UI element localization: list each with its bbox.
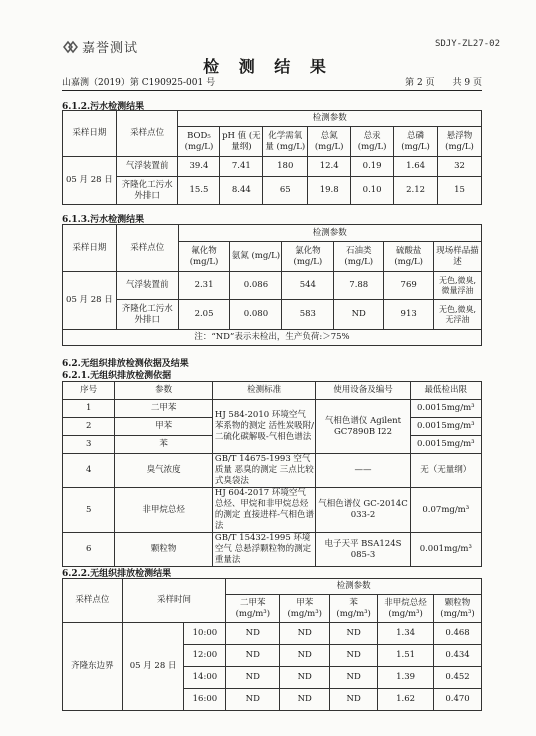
table-note: 注：“ND”表示未检出，生产负荷:＞75% [63,330,482,346]
row-number: 3 [63,436,115,454]
cell-value: ND [226,623,280,645]
cell-value: 0.19 [351,157,394,177]
detection-limit: 0.0015mg/m³ [410,400,481,418]
row-number: 5 [63,488,115,533]
row-number: 4 [63,454,115,488]
param-name: 甲苯 [115,418,213,436]
wastewater-table-2 [62,224,482,346]
device-text: —— [316,454,410,488]
cell-value: ND [226,689,280,711]
param-name: 颗粒物 [115,533,213,567]
col-point: 采样点位 [63,579,123,623]
device-text: 气相色谱仪 Agilent GC7890B I22 [316,400,410,454]
emission-results-table [62,578,482,711]
sample-point: 齐隆东边界 [63,623,123,711]
param-header: BOD₅ (mg/L) [178,127,220,157]
cell-value: ND [280,689,330,711]
cell-value: ND [330,689,378,711]
cell-value: 8.44 [220,177,263,205]
section-heading-612: 6.1.2.污水检测结果 [62,102,145,112]
logo-text: 嘉誉测试 [82,41,139,56]
device-text: 电子天平 BSA124S 085-3 [316,533,410,567]
cell-value: 1.39 [378,667,434,689]
table-row [63,300,482,330]
cell-value: 无色,微臭,无浮油 [434,300,482,330]
cell-value: ND [226,645,280,667]
params-title: 检测参数 [226,579,482,595]
report-number: 山嘉测（2019）第 C190925-001 号 [62,78,216,88]
cell-value: 1.51 [378,645,434,667]
param-name: 苯 [115,436,213,454]
param-header: 氨氮 (mg/L) [230,242,282,272]
sample-point: 齐隆化工污水外排口 [116,300,178,330]
table-row [63,623,482,645]
cell-value: 0.10 [351,177,394,205]
standard-text: GB/T 14675-1993 空气质量 恶臭的测定 三点比较式臭袋法 [212,454,316,488]
param-header: 氟化物 (mg/L) [178,242,230,272]
param-header: 颗粒物 (mg/m³) [434,595,482,623]
cell-value: 7.88 [334,272,384,300]
param-header: 总磷 (mg/L) [394,127,438,157]
cell-value: 0.086 [230,272,282,300]
cell-value: 39.4 [178,157,220,177]
param-header: 化学需氧量 (mg/L) [263,127,308,157]
table-row [63,272,482,300]
sample-point: 气浮装置前 [116,272,178,300]
cell-value: 583 [282,300,334,330]
cell-value: 0.080 [230,300,282,330]
sample-date: 05 月 28 日 [63,157,117,205]
table-row [63,157,482,177]
cell-value: 32 [438,157,482,177]
sample-point: 齐隆化工污水外排口 [116,177,178,205]
table-row [63,400,482,418]
param-header: 非甲烷总烃 (mg/m³) [378,595,434,623]
cell-value: 7.41 [220,157,263,177]
param-header: 总氮 (mg/L) [308,127,351,157]
cell-value: 12.4 [308,157,351,177]
param-header: pH 值 (无量纲) [220,127,263,157]
sample-date: 05 月 28 日 [122,623,184,711]
params-title: 检测参数 [178,111,482,127]
method-basis-table [62,381,482,567]
standard-text: HJ 604-2017 环境空气 总烃、甲烷和非甲烷总烃的测定 直接进样-气相色谱法 [212,488,316,533]
param-header: 氯化物 (mg/L) [282,242,334,272]
cell-value: 0.452 [434,667,482,689]
detection-limit: 0.001mg/m³ [410,533,481,567]
detection-limit: 无（无量纲） [410,454,481,488]
cell-value: ND [280,645,330,667]
cell-value: 15 [438,177,482,205]
section-heading-621: 6.2.1.无组织排放检测依据 [62,371,172,381]
section-heading-62: 6.2.无组织排放检测依据及结果 [62,359,189,369]
device-text: 气相色谱仪 GC-2014C 033-2 [316,488,410,533]
row-number: 6 [63,533,115,567]
logo-icon [62,40,78,54]
cell-value: 769 [384,272,434,300]
cell-value: ND [226,667,280,689]
table-row [63,488,482,533]
cell-value: 0.468 [434,623,482,645]
document-code: SDJY-ZL27-02 [434,39,500,49]
detection-limit: 0.0015mg/m³ [410,418,481,436]
report-subheader [62,75,482,91]
row-number: 1 [63,400,115,418]
param-header: 总汞 (mg/L) [351,127,394,157]
param-header: 硫酸盐 (mg/L) [384,242,434,272]
sample-time: 12:00 [184,645,226,667]
param-header: 二甲苯 (mg/m³) [226,595,280,623]
standard-text: HJ 584-2010 环境空气 苯系物的测定 活性炭吸附/二硫化碳解吸-气相色谱法 [212,400,316,454]
cell-value: 913 [384,300,434,330]
detection-limit: 0.07mg/m³ [410,488,481,533]
sample-time: 10:00 [184,623,226,645]
cell-value: 19.8 [308,177,351,205]
cell-value: ND [330,667,378,689]
cell-value: 1.64 [394,157,438,177]
table-row [63,533,482,567]
param-header: 甲苯 (mg/m³) [280,595,330,623]
cell-value: ND [330,623,378,645]
section-heading-622: 6.2.2.无组织排放检测结果 [62,569,172,579]
cell-value: 2.12 [394,177,438,205]
cell-value: ND [334,300,384,330]
col-header: 最低检出限 [410,382,481,400]
cell-value: 2.05 [178,300,230,330]
col-header: 参数 [115,382,213,400]
table-row [63,454,482,488]
standard-text: GB/T 15432-1995 环境空气 总悬浮颗粒物的测定 重量法 [212,533,316,567]
param-name: 臭气浓度 [115,454,213,488]
cell-value: 1.34 [378,623,434,645]
sample-point: 气浮装置前 [116,157,178,177]
param-name: 二甲苯 [115,400,213,418]
cell-value: ND [280,667,330,689]
page-indicator: 第 2 页 共 9 页 [405,78,482,88]
sample-time: 14:00 [184,667,226,689]
cell-value: 0.470 [434,689,482,711]
cell-value: ND [330,645,378,667]
cell-value: ND [280,623,330,645]
col-date: 采样日期 [63,111,117,157]
detection-limit: 0.0015mg/m³ [410,436,481,454]
cell-value: 0.434 [434,645,482,667]
col-point: 采样点位 [116,111,178,157]
page-title: 检 测 结 果 [203,57,333,76]
sample-date: 05 月 28 日 [63,272,117,330]
col-date: 采样日期 [63,225,117,272]
param-header: 现场样品描述 [434,242,482,272]
col-time: 采样时间 [122,579,226,623]
cell-value: 544 [282,272,334,300]
cell-value: 65 [263,177,308,205]
cell-value: 无色,微臭,微量浮油 [434,272,482,300]
row-number: 2 [63,418,115,436]
cell-value: 1.62 [378,689,434,711]
col-point: 采样点位 [116,225,178,272]
param-header: 悬浮物 (mg/L) [438,127,482,157]
params-title: 检测参数 [178,225,481,242]
param-header: 苯 (mg/m³) [330,595,378,623]
cell-value: 2.31 [178,272,230,300]
col-header: 序号 [63,382,115,400]
col-header: 检测标准 [212,382,316,400]
section-heading-613: 6.1.3.污水检测结果 [62,215,145,225]
col-header: 使用设备及编号 [316,382,410,400]
cell-value: 180 [263,157,308,177]
wastewater-table-1 [62,110,482,205]
param-header: 石油类 (mg/L) [334,242,384,272]
cell-value: 15.5 [178,177,220,205]
sample-time: 16:00 [184,689,226,711]
param-name: 非甲烷总烃 [115,488,213,533]
table-row [63,177,482,205]
